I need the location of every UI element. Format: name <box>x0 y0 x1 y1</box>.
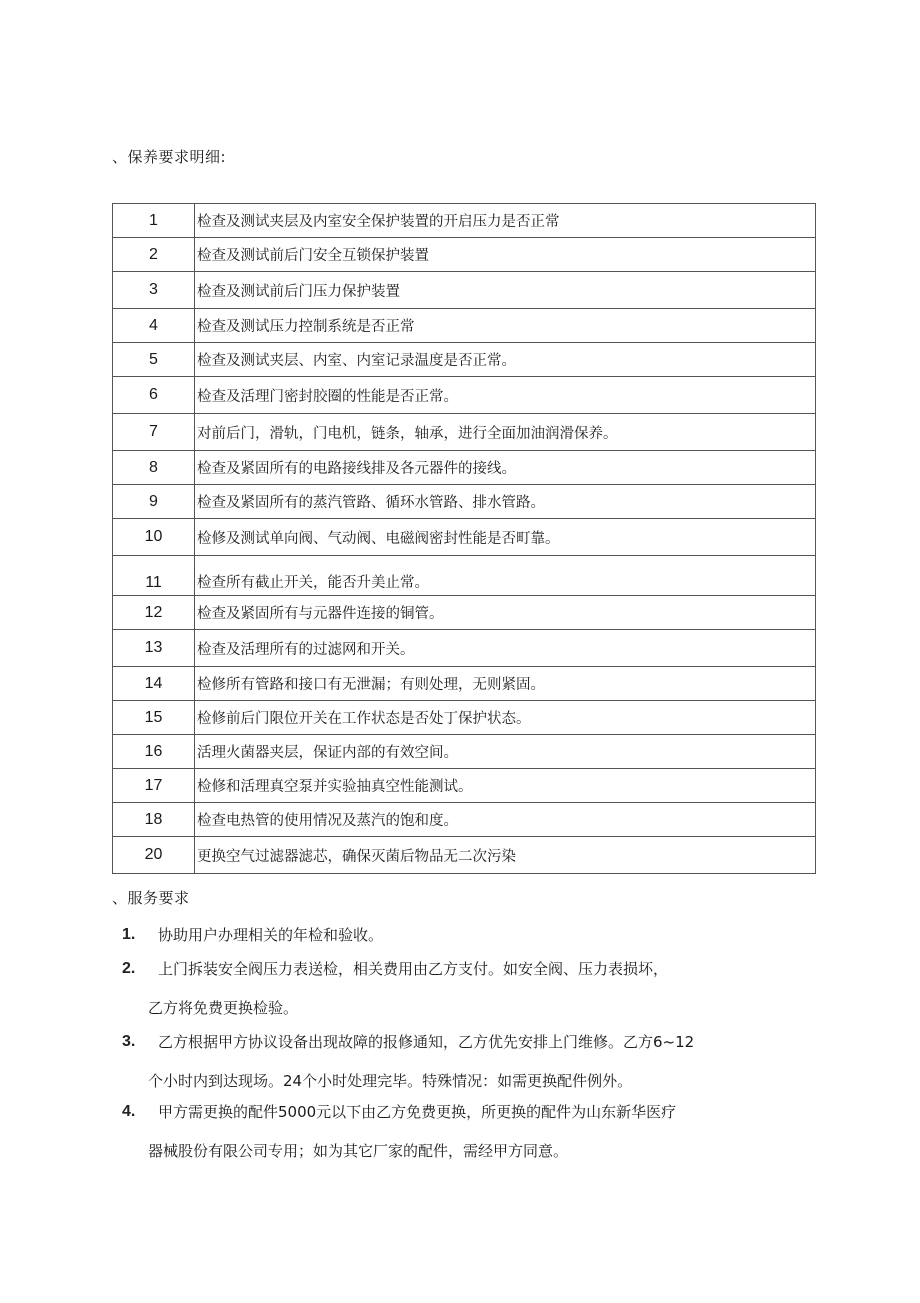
row-number: 4 <box>113 309 195 343</box>
row-number: 1 <box>113 204 195 238</box>
row-description: 检修所有管路和接口有无泄漏；有则处理，无则紧固。 <box>195 667 816 701</box>
row-number: 10 <box>113 519 195 556</box>
table-row <box>113 343 816 377</box>
row-description: 检查及活理所有的过滤网和开关。 <box>195 630 816 667</box>
service-item <box>122 1102 762 1162</box>
row-number: 14 <box>113 667 195 701</box>
service-item-text: 协助用户办理相关的年检和验收。 <box>158 926 384 944</box>
row-number: 7 <box>113 414 195 451</box>
table-row <box>113 238 816 272</box>
row-description: 检修前后门限位开关在工作状态是否处丁保护状态。 <box>195 701 816 735</box>
row-description: 检查及测试前后门压力保护装置 <box>195 272 816 309</box>
row-number: 18 <box>113 803 195 837</box>
service-item <box>122 959 762 1019</box>
row-description: 对前后门，滑轨，门电机，链条，轴承，进行全面加油润滑保养。 <box>195 414 816 451</box>
table-row <box>113 204 816 238</box>
service-item-text: 上门拆装安全阀压力表送检，相关费用由乙方支付。如安全阀、压力表损坏， <box>158 960 669 978</box>
service-item-text: 甲方需更换的配件5000元以下由乙方免费更换，所更换的配件为山东新华医疗 <box>158 1103 677 1121</box>
service-item <box>122 925 762 945</box>
row-description: 检查及测试前后门安全互锁保护装置 <box>195 238 816 272</box>
table-row <box>113 701 816 735</box>
table-row <box>113 596 816 630</box>
table-row <box>113 377 816 414</box>
row-number: 8 <box>113 451 195 485</box>
table-row <box>113 272 816 309</box>
row-number: 5 <box>113 343 195 377</box>
table-row <box>113 556 816 596</box>
row-description: 检查及紧固所有与元器件连接的铜管。 <box>195 596 816 630</box>
row-number: 3 <box>113 272 195 309</box>
table-row <box>113 769 816 803</box>
service-item-text-continued: 乙方将免费更换检验。 <box>148 999 299 1017</box>
table-row <box>113 667 816 701</box>
table-row <box>113 451 816 485</box>
row-number: 11 <box>113 556 195 596</box>
service-item-number: 2. <box>122 960 136 977</box>
table-row <box>113 414 816 451</box>
service-item-text: 乙方根据甲方协议设备出现故障的报修通知，乙方优先安排上门维修。乙方6~12 <box>158 1033 695 1051</box>
service-item-text-continued: 个小时内到达现场。24个小时处理完毕。特殊情况：如需更换配件例外。 <box>148 1072 633 1090</box>
row-number: 20 <box>113 837 195 874</box>
row-description: 检修和活理真空泵并实验抽真空性能测试。 <box>195 769 816 803</box>
table-row <box>113 485 816 519</box>
row-description: 检查及紧固所有的蒸汽管路、循环水管路、排水管路。 <box>195 485 816 519</box>
table-row <box>113 309 816 343</box>
table-row <box>113 735 816 769</box>
row-number: 15 <box>113 701 195 735</box>
table-row <box>113 803 816 837</box>
row-description: 检查及测试夹层、内室、内室记录温度是否正常。 <box>195 343 816 377</box>
maintenance-table <box>112 203 816 874</box>
service-item-number: 4. <box>122 1103 136 1120</box>
service-item-number: 3. <box>122 1033 136 1050</box>
row-number: 9 <box>113 485 195 519</box>
row-number: 16 <box>113 735 195 769</box>
maintenance-heading: 、保养要求明细: <box>112 148 227 166</box>
service-item-number: 1. <box>122 926 136 943</box>
service-item <box>122 1032 762 1092</box>
row-description: 检查及测试夹层及内室安全保护装置的开启压力是否正常 <box>195 204 816 238</box>
row-description: 检查及紧固所有的电路接线排及各元器件的接线。 <box>195 451 816 485</box>
service-item-text-continued: 器械股份有限公司专用；如为其它厂家的配件，需经甲方同意。 <box>148 1142 569 1160</box>
row-number: 6 <box>113 377 195 414</box>
row-description: 检修及测试单向阀、气动阀、电磁阀密封性能是否町靠。 <box>195 519 816 556</box>
table-row <box>113 519 816 556</box>
table-row <box>113 630 816 667</box>
row-description: 更换空气过滤器滤芯，确保灭菌后物品无二次污染 <box>195 837 816 874</box>
row-description: 检查所有截止开关，能否升美止常。 <box>195 556 816 596</box>
row-description: 活理火菌器夹层，保证内部的有效空间。 <box>195 735 816 769</box>
row-description: 检查及活理门密封胶圈的性能是否正常。 <box>195 377 816 414</box>
row-number: 12 <box>113 596 195 630</box>
row-number: 2 <box>113 238 195 272</box>
row-number: 17 <box>113 769 195 803</box>
row-number: 13 <box>113 630 195 667</box>
row-description: 检查及测试压力控制系统是否正常 <box>195 309 816 343</box>
service-heading: 、服务要求 <box>112 889 190 907</box>
row-description: 检查电热管的使用情况及蒸汽的饱和度。 <box>195 803 816 837</box>
table-row <box>113 837 816 874</box>
